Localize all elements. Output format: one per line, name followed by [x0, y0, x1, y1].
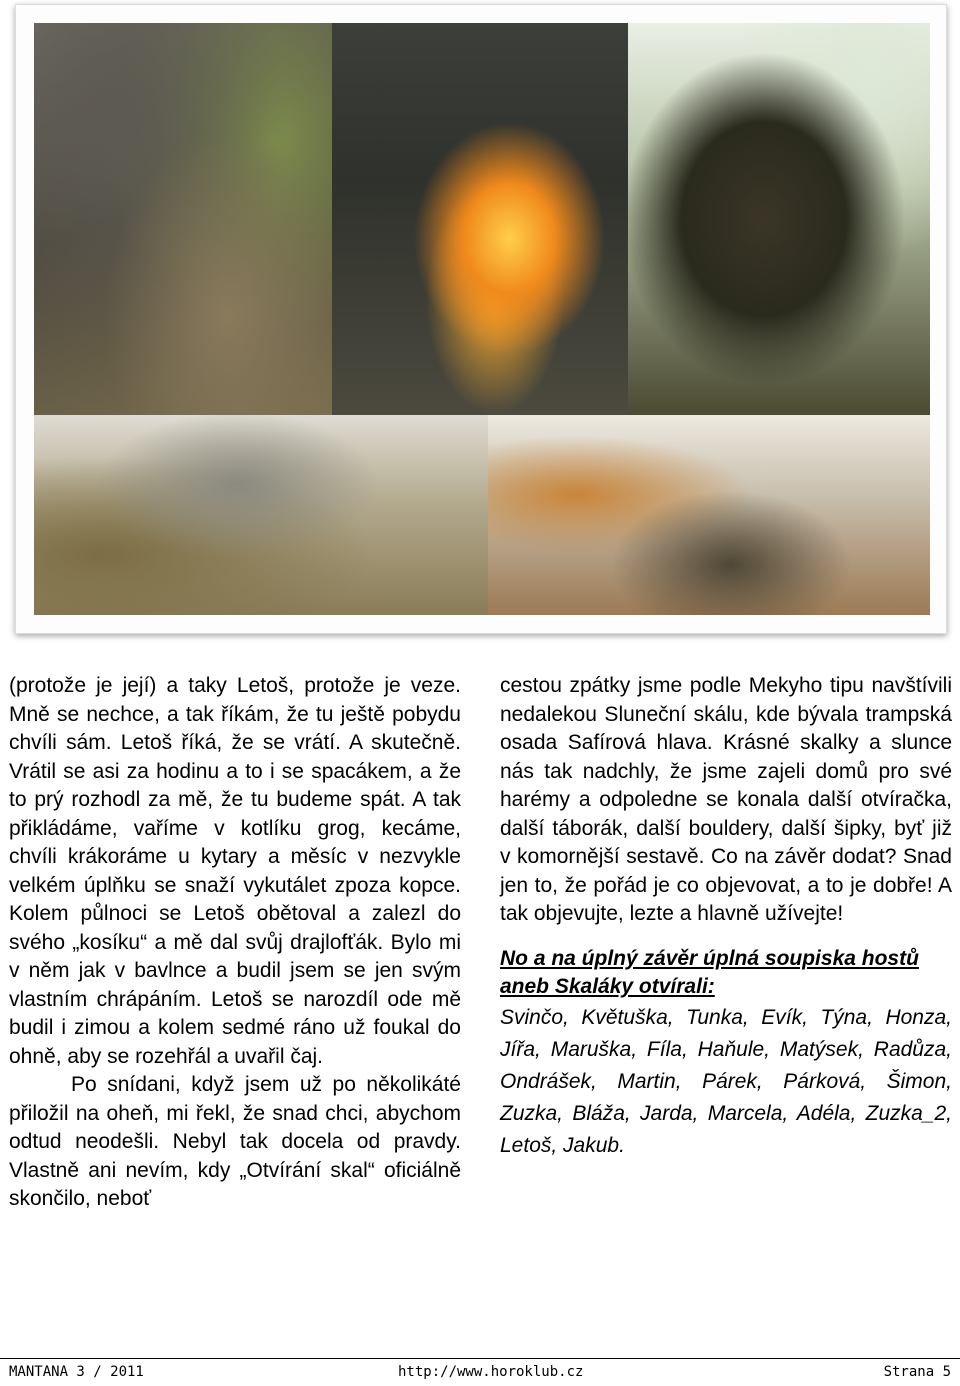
photo-collage [15, 4, 947, 634]
left-paragraph-1: (protože je její) a taky Letoš, protože je veze. Mně se nechce, a tak říkám, že tu ještě pobydu chvíli sám. Letoš říká, že se vrátí. A skutečně. Vrátil se asi za hodinu a to i se spacákem, a že to prý rozhodl za mě, že tu budeme spát. A tak přikládáme, vaříme v kotlíku grog, kecáme, chvíli krákoráme u kytary a měsíc v nezvykle velkém úplňku se snaží vykutálet zpoza kopce. Kolem půlnoci se Letoš obětoval a zalezl do svého „kosíku“ a mě dal svůj drajlofťák. Bylo mi v něm jak v bavlnce a budil jsem se jen svým vlastním chrápáním. Letoš se narozdíl ode mě budil i zimou a kolem sedmé ráno už foukal do ohně, aby se rozehřál a uvařil čaj. [9, 674, 461, 1068]
right-column [500, 672, 952, 1162]
footer-url: http://www.horoklub.cz [398, 1364, 584, 1380]
photo-forest-rocks [34, 415, 488, 615]
left-column [9, 672, 461, 1214]
photo-bouldering-climber [34, 23, 334, 415]
photo-campfire [332, 23, 628, 415]
footer-page-number: Strana 5 [883, 1364, 951, 1380]
footer-magazine-issue: MANTANA 3 / 2011 [9, 1364, 144, 1380]
guest-list-names: Svinčo, Květuška, Tunka, Evík, Týna, Honza, Jířa, Maruška, Fíla, Haňule, Matýsek, Radůza, Ondrášek, Martin, Párek, Párková, Šimon, Zuzka, Bláža, Jarda, Marcela, Adéla, Zuzka_2, Letoš, Jakub. [500, 1005, 952, 1157]
photo-rock-tower [628, 23, 930, 415]
footer-divider [0, 1358, 960, 1359]
guest-list-heading: No a na úplný závěr úplná soupiska hostů aneb Skaláky otvírali: [500, 946, 919, 998]
photo-resting-on-rock [488, 415, 930, 615]
left-paragraph-2: Po snídani, když jsem už po několikáté přiložil na oheň, mi řekl, že snad chci, abychom odtud neodešli. Nebyl tak docela od pravdy. Vlastně ani nevím, kdy „Otvírání skal“ oficiálně skončilo, neboť [9, 1073, 461, 1210]
right-paragraph-1: cestou zpátky jsme podle Mekyho tipu navštívili nedalekou Sluneční skálu, kde bývala trampská osada Safírová hlava. Krásné skalky a slunce nás tak nadchly, že jsme zajeli domů pro své harémy a odpoledne se konala další otvíračka, další táborák, další bouldery, další šipky, byť již v komornější sestavě. Co na závěr dodat? Snad jen to, že pořád je co objevovat, a to je dobře! A tak objevujte, lezte a hlavně užívejte! [500, 674, 952, 925]
